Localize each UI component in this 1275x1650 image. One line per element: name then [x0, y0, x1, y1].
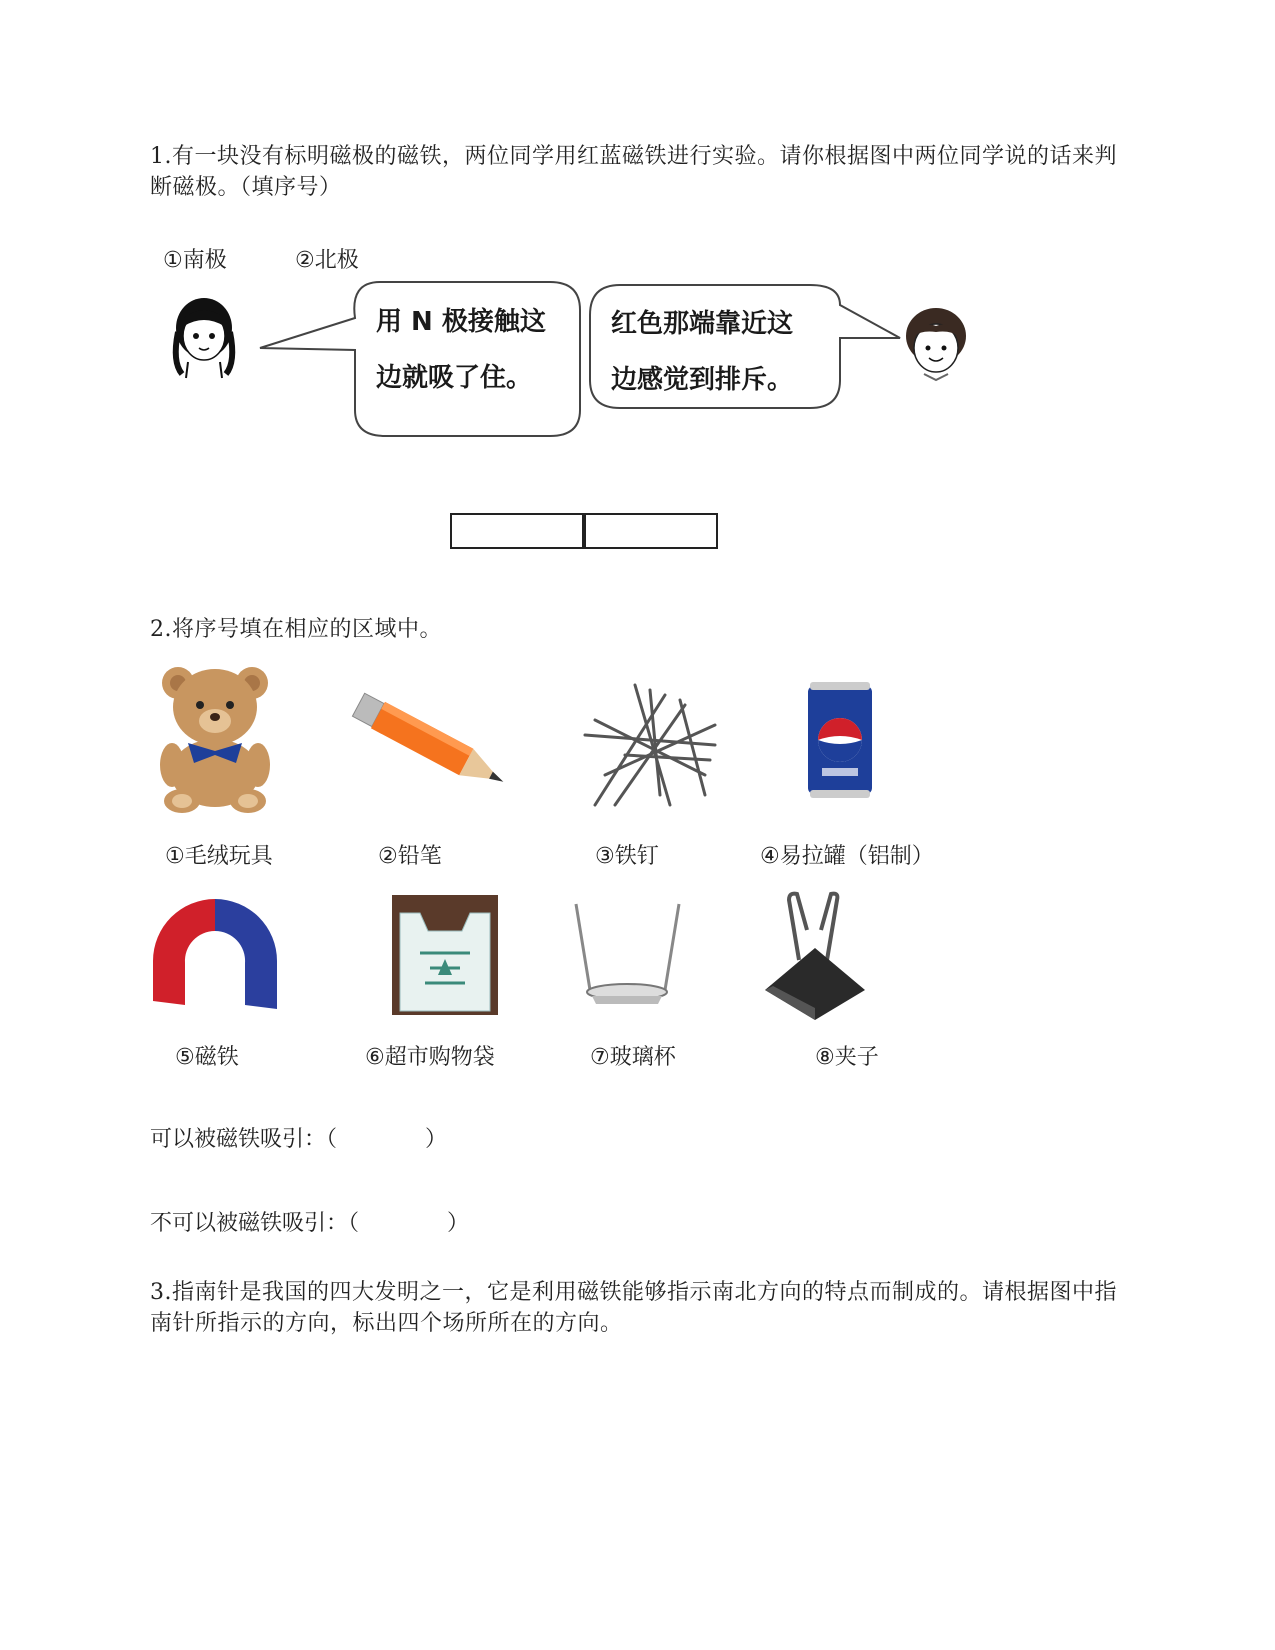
item-label-6: ⑥超市购物袋 — [365, 1045, 495, 1070]
item-label-5: ⑤磁铁 — [175, 1045, 239, 1070]
soda-can-icon — [800, 680, 880, 800]
question-3-text: 3.指南针是我国的四大发明之一，它是利用磁铁能够指示南北方向的特点而制成的。请根据图中指南针所指示的方向，标出四个场所所在的方向。 — [150, 1280, 1117, 1336]
teddy-bear-icon — [150, 655, 280, 815]
iron-nails-icon — [575, 675, 725, 815]
item-label-4: ④易拉罐（铝制） — [760, 844, 934, 869]
not-attracted-answer-line[interactable]: 不可以被磁铁吸引：（ ） — [150, 1211, 470, 1236]
boy-speech-line-1: 红色那端靠近这 — [611, 309, 794, 339]
shopping-bag-icon — [390, 893, 500, 1018]
girl-face-icon — [168, 292, 240, 384]
item-label-7: ⑦玻璃杯 — [590, 1045, 676, 1070]
item-label-1: ①毛绒玩具 — [165, 844, 273, 869]
horseshoe-magnet-icon — [145, 893, 285, 1018]
option-north-pole: ②北极 — [295, 248, 359, 273]
girl-speech-line-1: 用 N 极接触这 — [376, 307, 546, 337]
option-south-pole: ①南极 — [163, 248, 227, 273]
binder-clip-icon — [755, 890, 875, 1025]
pencil-icon — [340, 690, 520, 800]
glass-cup-icon — [570, 900, 685, 1010]
attracted-answer-line[interactable]: 可以被磁铁吸引：（ ） — [150, 1127, 448, 1152]
answer-box-left[interactable] — [450, 513, 586, 549]
answer-box-right[interactable] — [582, 513, 718, 549]
girl-speech-line-2: 边就吸了住。 — [376, 363, 533, 393]
item-label-2: ②铅笔 — [378, 844, 442, 869]
question-1-text: 1.有一块没有标明磁极的磁铁，两位同学用红蓝磁铁进行实验。请你根据图中两位同学说的话来判断磁极。（填序号） — [150, 144, 1117, 200]
item-label-3: ③铁钉 — [595, 844, 659, 869]
boy-speech-line-2: 边感觉到排斥。 — [611, 365, 794, 395]
boy-face-icon — [898, 302, 974, 388]
item-label-8: ⑧夹子 — [815, 1045, 879, 1070]
question-2-text: 2.将序号填在相应的区域中。 — [150, 617, 442, 642]
